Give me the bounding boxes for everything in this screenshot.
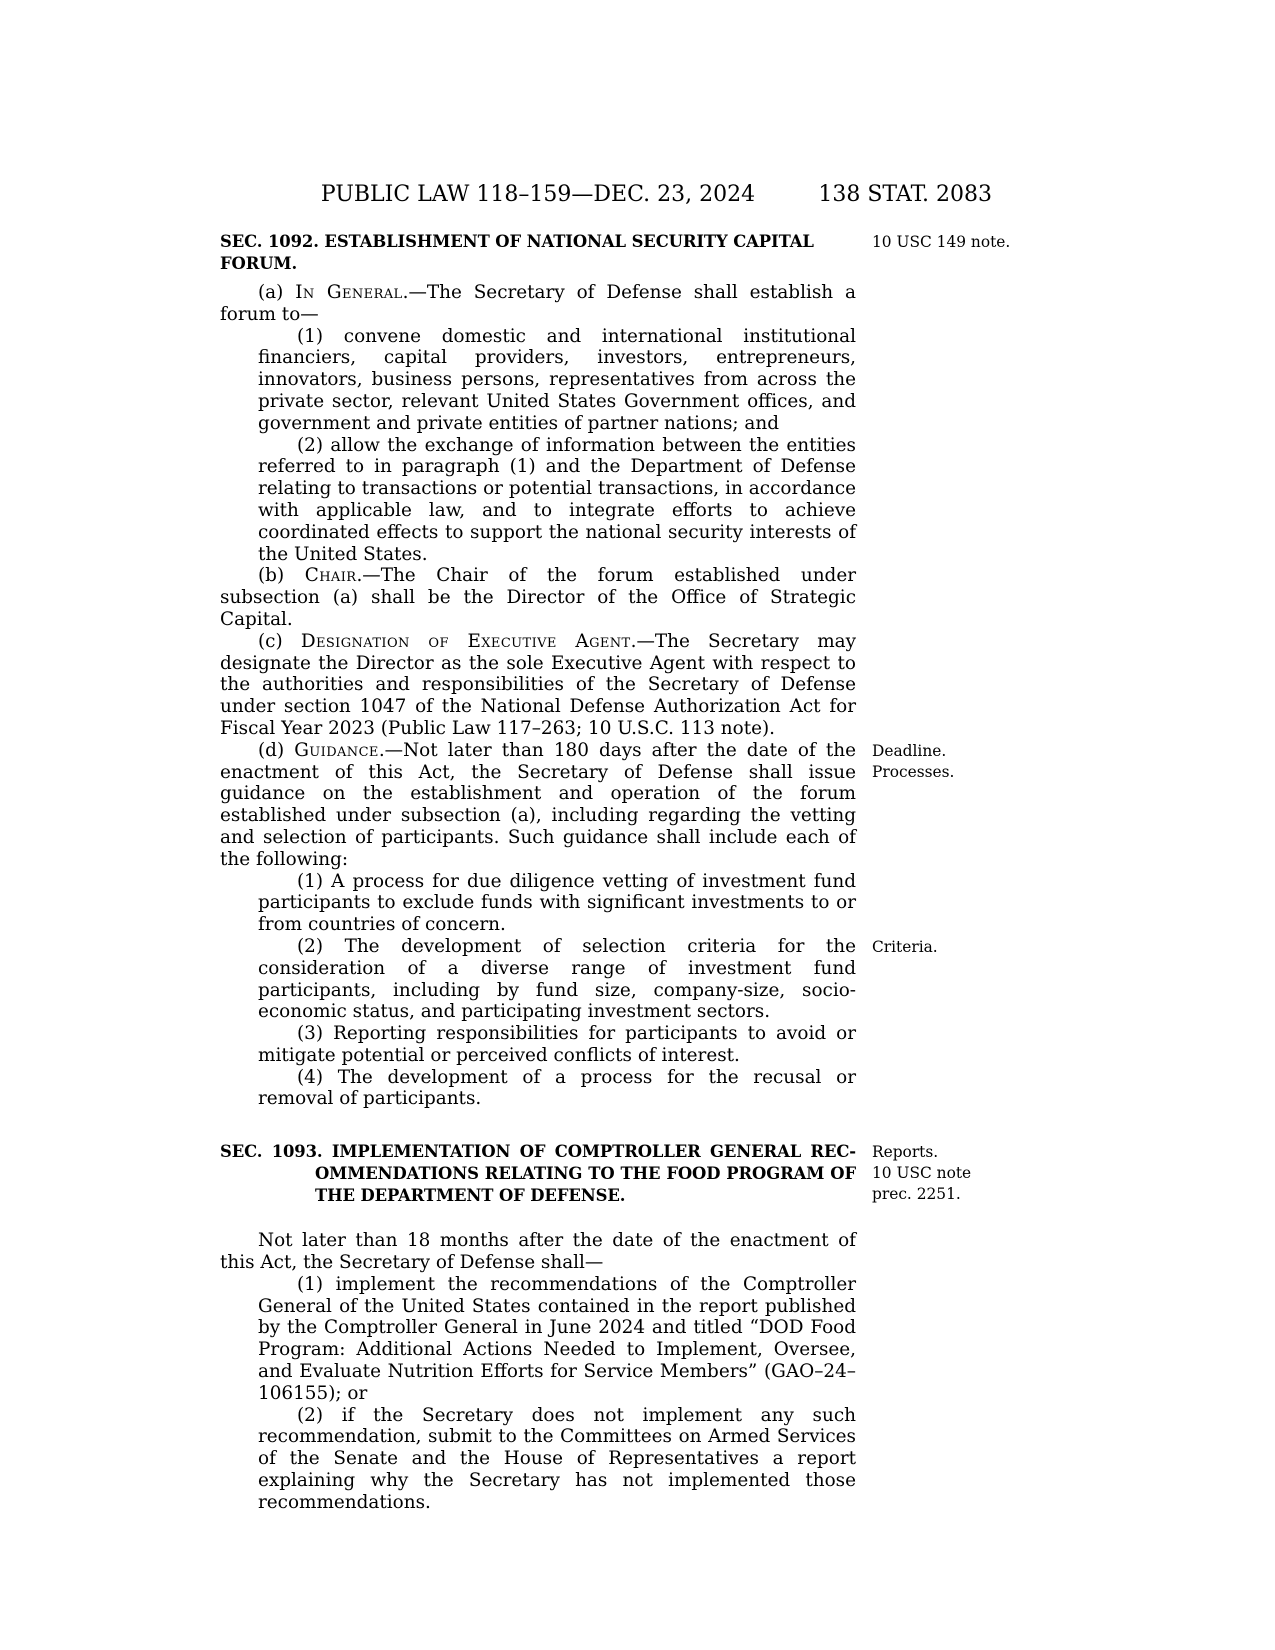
margin-note-line: Deadline. xyxy=(872,741,947,760)
margin-note-line: 10 USC note xyxy=(872,1164,972,1183)
small-caps-run: Designation of Executive Agent xyxy=(300,630,631,652)
paragraph-run: (c) xyxy=(258,630,301,652)
body-column xyxy=(220,231,1011,1514)
paragraph-run: (b) xyxy=(258,565,305,587)
section-heading-line: OMMENDATIONS RELATING TO THE FOOD PROGRAM OF xyxy=(315,1164,856,1184)
statute-paragraph xyxy=(220,739,955,871)
small-caps-run: Guidance xyxy=(294,739,379,761)
paragraph-run: Not later than 18 months after the date of the enactment of this Act, the Secretary of Defense shall— xyxy=(220,1230,856,1274)
margin-note-line: Reports. xyxy=(872,1143,939,1162)
paragraph-run: (4) The development of a process for the recusal or removal of participants. xyxy=(258,1066,856,1110)
small-caps-run: In General xyxy=(295,282,403,303)
margin-note xyxy=(872,741,1012,783)
statute-paragraph xyxy=(258,1067,856,1111)
margin-note xyxy=(872,937,1012,958)
running-header-law-title: PUBLIC LAW 118–159—DEC. 23, 2024 xyxy=(320,182,756,207)
margin-note xyxy=(872,1142,1012,1205)
paragraph-run: (2) if the Secretary does not implement any such recommendation, submit to the Committees on Armed Services of the Senate and the House of Representatives a report explaining why the Secretary has not implemented those recommendations. xyxy=(258,1404,856,1513)
paragraph-run: (2) allow the exchange of information between the entities referred to in paragraph (1) and the Department of Defense relating to transactions or potential transactions, in accordance with applicable law, and to integrate efforts to achieve coordinated effects to support the national security interests of the United States. xyxy=(258,434,856,565)
paragraph-run: (1) A process for due diligence vetting of investment fund participants to exclude funds with significant investments to or from countries of concern. xyxy=(258,870,856,936)
paragraph-run: (a) xyxy=(258,282,296,303)
section-heading xyxy=(220,231,1011,275)
paragraph-run: .—The Secretary of Defense shall establish a forum to— xyxy=(220,282,856,325)
paragraph-run: .—The Chair of the forum established under subsection (a) shall be the Director of the Office of Strategic Capital. xyxy=(220,565,856,630)
small-caps-run: Chair xyxy=(304,565,357,587)
statute-paragraph xyxy=(258,435,856,566)
statute-paragraph xyxy=(258,326,856,435)
statute-paragraph xyxy=(220,282,856,326)
statute-paragraph xyxy=(258,1274,856,1405)
margin-note-line: prec. 2251. xyxy=(872,1185,961,1204)
statute-paragraph xyxy=(258,871,856,936)
paragraph-run: (3) Reporting responsibilities for participants to avoid or mitigate potential or perceived conflicts of interest. xyxy=(258,1023,856,1066)
section-heading-line: SEC. 1093. IMPLEMENTATION OF COMPTROLLER GENERAL REC- xyxy=(220,1142,856,1162)
statute-paragraph xyxy=(220,631,856,740)
margin-note-line: 10 USC 149 note. xyxy=(872,233,1011,251)
margin-note xyxy=(872,232,1012,253)
paragraph-run: (d) xyxy=(258,739,295,761)
margin-note-line: Processes. xyxy=(872,762,955,781)
statute-paragraph xyxy=(258,1405,856,1514)
paragraph-run: (1) convene domestic and international institutional financiers, capital providers, investors, entrepreneurs, innovators, business persons, representatives from across the private sector, relevant United States Government offices, and government and private entities of partner nations; and xyxy=(258,325,856,434)
statute-paragraph xyxy=(220,1230,856,1274)
section-heading-line: SEC. 1092. ESTABLISHMENT OF NATIONAL SECURITY CAPITAL FORUM. xyxy=(220,232,814,273)
section-heading-line: THE DEPARTMENT OF DEFENSE. xyxy=(315,1186,626,1206)
statute-paragraph xyxy=(258,1023,856,1067)
section-heading xyxy=(220,1141,972,1207)
statute-paragraph xyxy=(258,935,938,1023)
paragraph-run: (2) The development of selection criteria for the consideration of a diverse range of investment fund participants, including by fund size, company-size, socio-economic status, and participating investment sectors. xyxy=(258,935,856,1023)
statute-paragraph xyxy=(220,565,856,630)
paragraph-run: .—Not later than 180 days after the date of the enactment of this Act, the Secretary of Defense shall issue guidance on the establishment and operation of the forum established under subsection (a), including regarding the vetting and selection of participants. Such guidance shall include each of the following: xyxy=(220,739,856,870)
paragraph-run: (1) implement the recommendations of the Comptroller General of the United States contained in the report published by the Comptroller General in June 2024 and titled “DOD Food Program: Additional Actions Needed to Implement, Oversee, and Evaluate Nutrition Efforts for Service Members” (GAO–24–106155); or xyxy=(258,1273,856,1404)
running-header-stat-number: 138 STAT. 2083 xyxy=(818,182,992,207)
paragraph-run: .—The Secretary may designate the Director as the sole Executive Agent with respect to the authorities and responsibilities of the Secretary of Defense under section 1047 of the National Defense Authorization Act for Fiscal Year 2023 (Public Law 117–263; 10 U.S.C. 113 note). xyxy=(220,630,856,739)
margin-note-line: Criteria. xyxy=(872,937,938,956)
